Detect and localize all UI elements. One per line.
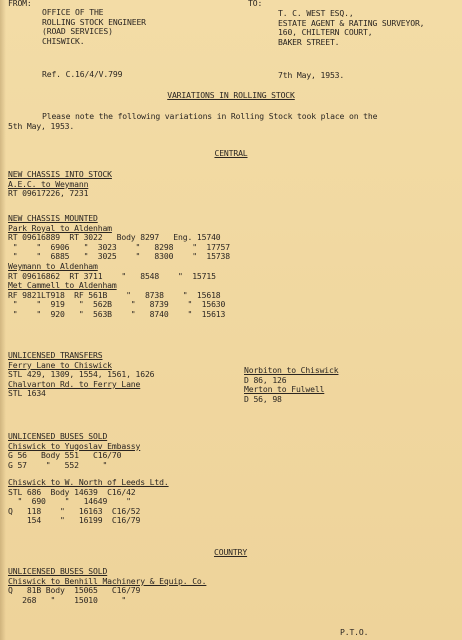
route-heading: A.E.C. to Weymann (8, 178, 89, 189)
page-turn-note: P.T.O. (340, 627, 369, 637)
route-heading: Weymann to Aldenham (8, 260, 98, 271)
recipient-line: 160, CHILTERN COURT, (278, 27, 373, 38)
section-subheading: NEW CHASSIS MOUNTED (8, 213, 98, 223)
intro-line: 5th May, 1953. (8, 121, 75, 131)
sender-line: OFFICE OF THE (42, 7, 104, 17)
stock-line: RT 09617226, 7231 (8, 188, 89, 199)
route-heading: Merton to Fulwell (244, 384, 325, 395)
route-heading: Chalvarton Rd. to Ferry Lane (8, 378, 141, 389)
stock-line: G 56 Body 551 C16/70 (8, 450, 122, 461)
reference-number: Ref. C.16/4/V.799 (42, 69, 123, 79)
route-heading: Chiswick to Yugoslav Embassy (8, 440, 141, 451)
stock-line: STL 1634 (8, 388, 46, 399)
stock-line: RF 9821LT918 RF 561B " 8738 " 15618 (8, 289, 221, 300)
route-heading: Chiswick to Benhill Machinery & Equip. Co. (8, 575, 207, 586)
recipient-line: BAKER STREET. (278, 36, 340, 47)
stock-line: Q 118 " 16163 C16/52 (8, 505, 141, 516)
section-subheading: UNLICENSED BUSES SOLD (8, 431, 108, 441)
stock-line: RT 09616862 RT 3711 " 8548 " 15715 (8, 270, 216, 281)
from-label: FROM: (8, 0, 32, 8)
stock-line: STL 686 Body 14639 C16/42 (8, 486, 136, 497)
unlicensed-transfers-section (8, 351, 154, 399)
stock-line: " " 919 " 562B " 8739 " 15630 (8, 299, 226, 310)
new-chassis-mounted-section (8, 214, 230, 320)
unlicensed-buses-sold-country (8, 567, 206, 605)
stock-line: D 56, 98 (244, 393, 282, 404)
section-subheading: UNLICENSED TRANSFERS (8, 350, 103, 360)
unlicensed-buses-sold-central-leeds (8, 478, 169, 526)
sender-line: CHISWICK. (42, 35, 85, 46)
unlicensed-transfers-right (244, 366, 338, 404)
route-heading: Park Royal to Aldenham (8, 222, 112, 233)
route-heading: Met Cammell to Aldenham (8, 280, 117, 291)
section-subheading: NEW CHASSIS INTO STOCK (8, 169, 112, 179)
stock-line: 268 " 15010 " (8, 594, 127, 605)
stock-line: " " 6906 " 3023 " 8298 " 17757 (8, 241, 230, 252)
to-label: TO: (248, 0, 263, 8)
sender-line: (ROAD SERVICES) (42, 26, 113, 37)
stock-line: D 86, 126 (244, 374, 287, 385)
route-heading: Norbiton to Chiswick (244, 365, 339, 375)
stock-line: Q 81B Body 15065 C16/79 (8, 585, 141, 596)
stock-line: RT 09616889 RT 3022 Body 8297 Eng. 15740 (8, 232, 221, 243)
section-heading-central: CENTRAL (214, 148, 248, 158)
recipient-line: ESTATE AGENT & RATING SURVEYOR, (278, 17, 425, 28)
section-heading-country: COUNTRY (214, 547, 248, 557)
stock-line: 154 " 16199 C16/79 (8, 515, 141, 526)
stock-line: " " 920 " 563B " 8740 " 15613 (8, 308, 226, 319)
sender-address (42, 8, 146, 46)
stock-line: G 57 " 552 " (8, 459, 108, 470)
section-subheading: UNLICENSED BUSES SOLD (8, 566, 108, 576)
stock-line: STL 429, 1309, 1554, 1561, 1626 (8, 369, 155, 380)
intro-line: Please note the following variations in Rolling Stock took place on the (42, 111, 378, 121)
new-chassis-stock-section (8, 170, 112, 199)
recipient-line: T. C. WEST ESQ., (278, 8, 354, 18)
unlicensed-buses-sold-central (8, 432, 140, 470)
stock-line: " " 6885 " 3025 " 8300 " 15738 (8, 251, 230, 262)
sender-line: ROLLING STOCK ENGINEER (42, 16, 146, 27)
recipient-address (278, 9, 424, 47)
stock-line: " 690 " 14649 " (8, 496, 131, 507)
route-heading: Chiswick to W. North of Leeds Ltd. (8, 477, 169, 487)
route-heading: Ferry Lane to Chiswick (8, 359, 112, 370)
memo-subject: VARIATIONS IN ROLLING STOCK (167, 90, 295, 100)
memo-date: 7th May, 1953. (278, 70, 345, 80)
